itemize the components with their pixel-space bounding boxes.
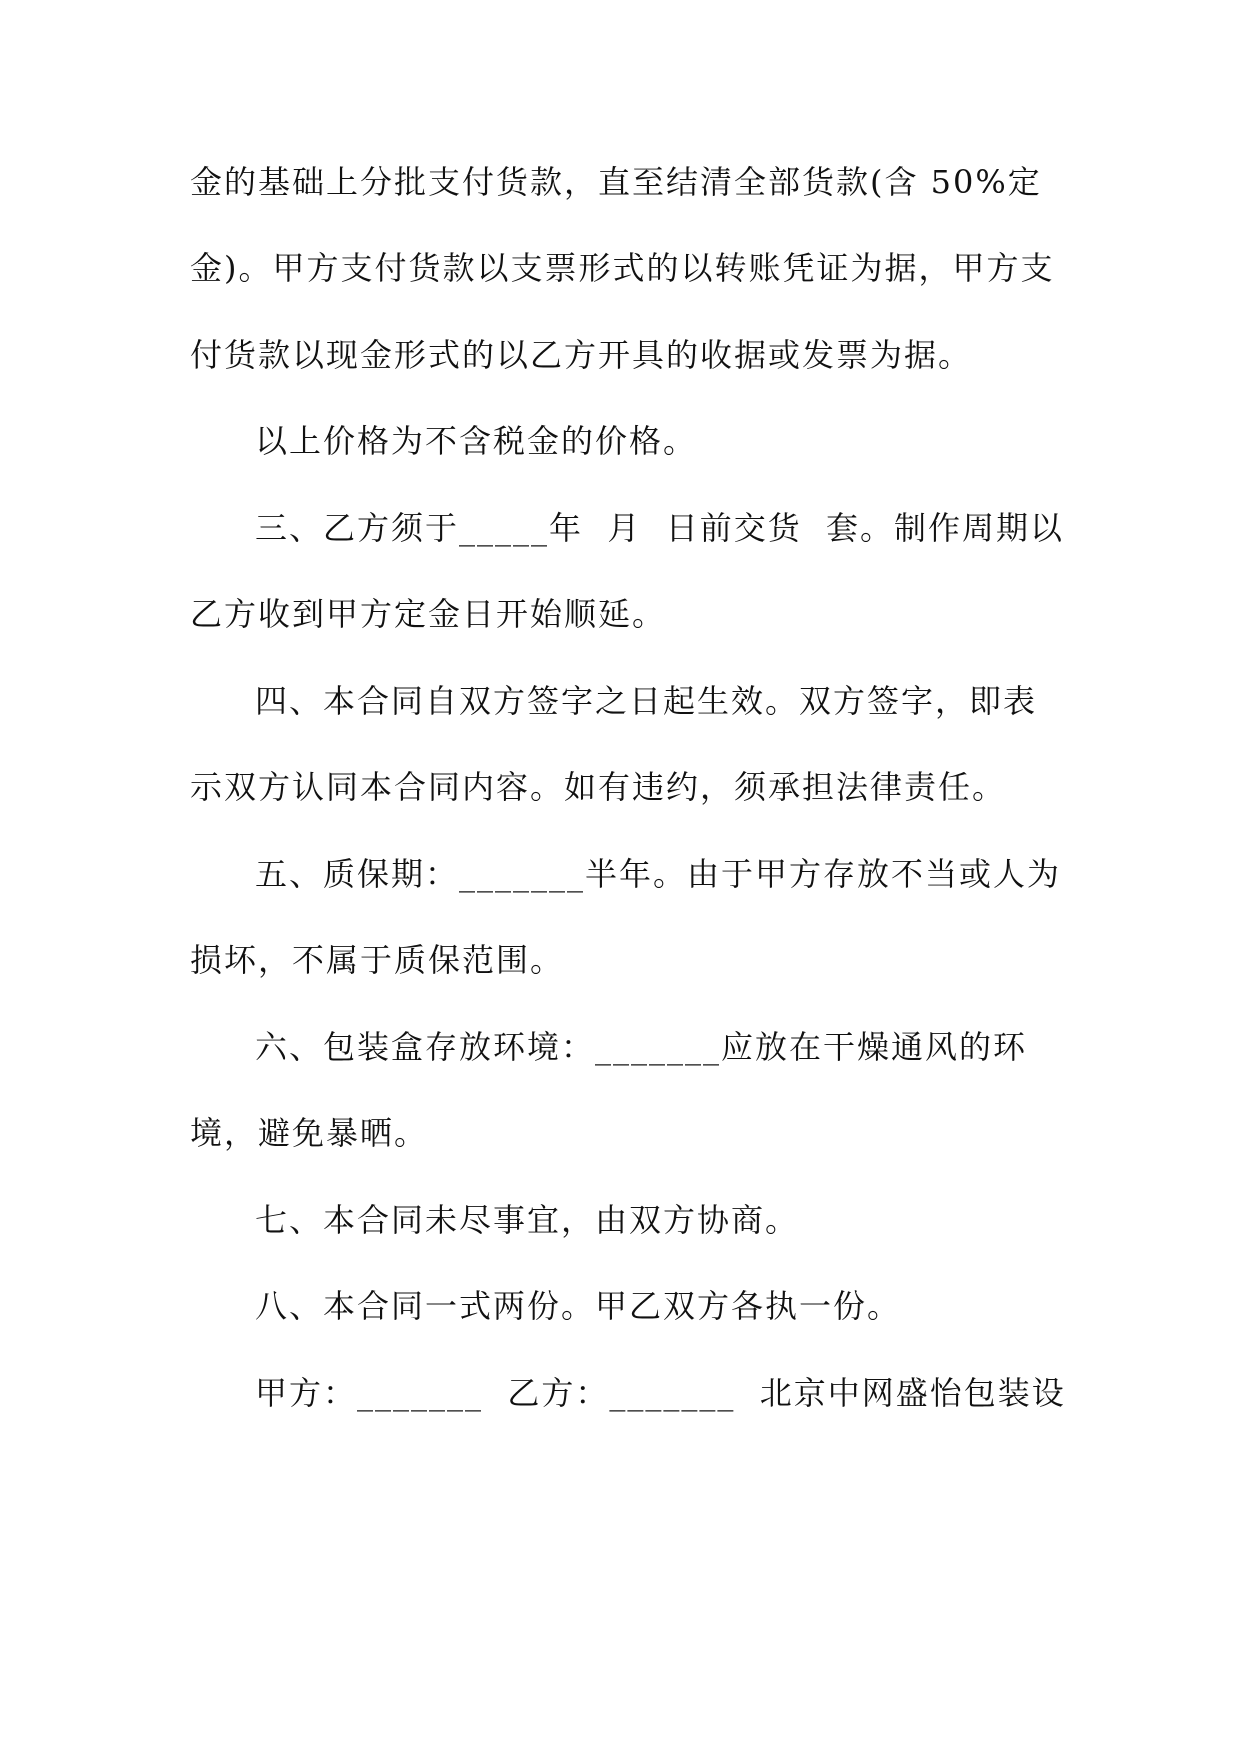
text-line-10: 损坏，不属于质保范围。 <box>190 941 565 979</box>
text-line-13: 七、本合同未尽事宜，由双方协商。 <box>255 1201 800 1239</box>
text-line-9: 五、质保期：_______半年。由于甲方存放不当或人为 <box>255 855 1062 893</box>
text-line-8: 示双方认同本合同内容。如有违约，须承担法律责任。 <box>190 768 1007 806</box>
text-line-4: 以上价格为不含税金的价格。 <box>255 422 698 460</box>
text-line-14: 八、本合同一式两份。甲乙双方各执一份。 <box>255 1287 902 1325</box>
text-line-5: 三、乙方须于_____年 月 日前交货 套。制作周期以 <box>255 509 1065 547</box>
text-line-7: 四、本合同自双方签字之日起生效。双方签字，即表 <box>255 682 1038 720</box>
text-line-6: 乙方收到甲方定金日开始顺延。 <box>190 595 667 633</box>
text-line-12: 境，避免暴晒。 <box>190 1114 429 1152</box>
text-line-1: 金的基础上分批支付货款，直至结清全部货款(含 50%定 <box>190 163 1042 201</box>
text-line-2: 金)。甲方支付货款以支票形式的以转账凭证为据，甲方支 <box>190 249 1055 287</box>
text-line-11: 六、包装盒存放环境：_______应放在干燥通风的环 <box>255 1028 1028 1066</box>
text-line-3: 付货款以现金形式的以乙方开具的收据或发票为据。 <box>190 336 973 374</box>
text-line-15: 甲方：_______ 乙方：_______ 北京中网盛怡包装设 <box>255 1374 1066 1412</box>
